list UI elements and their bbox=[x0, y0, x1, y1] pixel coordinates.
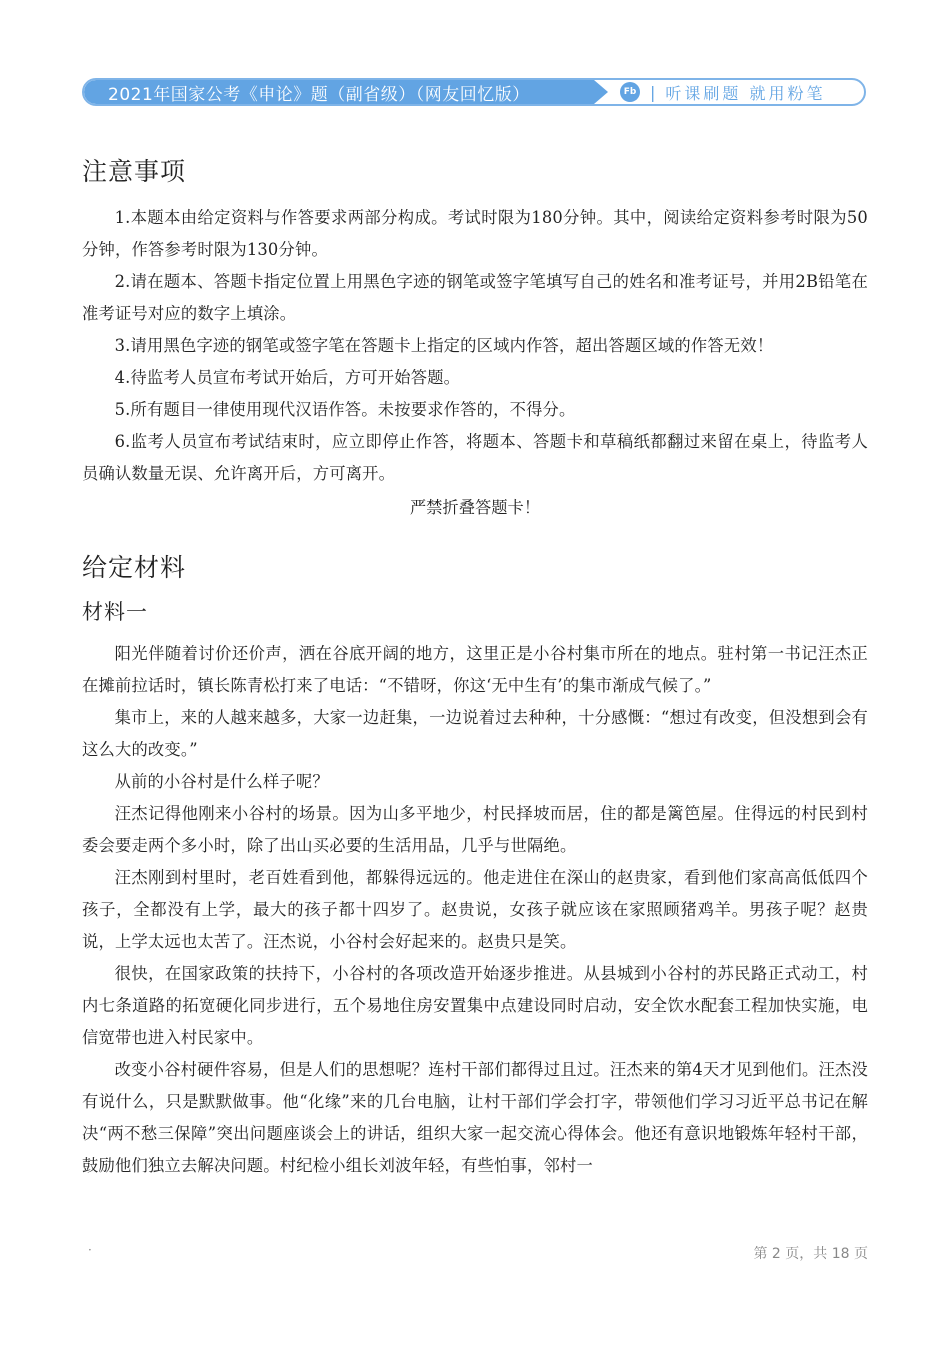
material-paragraph-4: 汪杰记得他刚来小谷村的场景。因为山多平地少，村民择坡而居，住的都是篱笆屋。住得远的村民到村委会要走两个多小时，除了出山买必要的生活用品，几乎与世隔绝。 bbox=[82, 804, 868, 855]
notice-item-5: 5.所有题目一律使用现代汉语作答。未按要求作答的，不得分。 bbox=[114, 400, 576, 419]
page-number: 第 2 页，共 18 页 bbox=[753, 1246, 868, 1262]
footer-dot: · bbox=[88, 1243, 92, 1257]
material-paragraph-5: 汪杰刚到村里时，老百姓看到他，都躲得远远的。他走进住在深山的赵贵家，看到他们家高高低低四个孩子，全都没有上学，最大的孩子都十四岁了。赵贵说，女孩子就应该在家照顾猪鸡羊。男孩子呢？赵贵说，上学太远也太苦了。汪杰说，小谷村会好起来的。赵贵只是笑。 bbox=[82, 868, 868, 951]
material-heading: 给定材料 bbox=[82, 553, 187, 582]
fold-warning: 严禁折叠答题卡！ bbox=[409, 498, 541, 517]
brand-slogan: 听课刷题 就用粉笔 bbox=[665, 83, 826, 103]
header-bar bbox=[82, 78, 866, 106]
notice-item-2: 2.请在题本、答题卡指定位置上用黑色字迹的钢笔或签字笔填写自己的姓名和准考证号，并用2B铅笔在准考证号对应的数字上填涂。 bbox=[82, 272, 868, 323]
notice-item-6: 6.监考人员宣布考试结束时，应立即停止作答，将题本、答题卡和草稿纸都翻过来留在桌上，待监考人员确认数量无误、允许离开后，方可离开。 bbox=[82, 432, 868, 483]
notice-heading: 注意事项 bbox=[82, 157, 187, 186]
material-paragraph-6: 很快，在国家政策的扶持下，小谷村的各项改造开始逐步推进。从县城到小谷村的苏民路正式动工，村内七条道路的拓宽硬化同步进行，五个易地住房安置集中点建设同时启动，安全饮水配套工程加快实施，电信宽带也进入村民家中。 bbox=[82, 964, 868, 1047]
header-divider: | bbox=[650, 82, 656, 102]
brand-area bbox=[608, 81, 825, 104]
material-paragraph-3: 从前的小谷村是什么样子呢？ bbox=[114, 772, 329, 791]
fenbi-logo-icon: Fb bbox=[620, 82, 640, 102]
material-paragraph-7: 改变小谷村硬件容易，但是人们的思想呢？连村干部们都得过且过。汪杰来的第4天才见到他们。汪杰没有说什么，只是默默做事。他“化缘”来的几台电脑，让村干部们学会打字，带领他们学习习近平总书记在解决“两不愁三保障”突出问题座谈会上的讲话，组织大家一起交流心得体会。他还有意识地锻炼年轻村干部，鼓励他们独立去解决问题。村纪检小组长刘波年轻，有些怕事，邻村一 bbox=[82, 1060, 868, 1175]
material-paragraph-1: 阳光伴随着讨价还价声，洒在谷底开阔的地方，这里正是小谷村集市所在的地点。驻村第一书记汪杰正在摊前拉话时，镇长陈青松打来了电话：“不错呀，你这‘无中生有’的集市渐成气候了。” bbox=[82, 644, 868, 695]
material-paragraph-2: 集市上，来的人越来越多，大家一边赶集，一边说着过去种种，十分感慨：“想过有改变，但没想到会有这么大的改变。” bbox=[82, 708, 868, 759]
material-subheading: 材料一 bbox=[82, 600, 148, 624]
document-title: 2021年国家公考《申论》题（副省级）（网友回忆版） bbox=[84, 80, 594, 104]
notice-item-3: 3.请用黑色字迹的钢笔或签字笔在答题卡上指定的区域内作答，超出答题区域的作答无效！ bbox=[114, 336, 774, 355]
notice-item-1: 1.本题本由给定资料与作答要求两部分构成。考试时限为180分钟。其中，阅读给定资料参考时限为50分钟，作答参考时限为130分钟。 bbox=[82, 208, 868, 259]
header-title-cap bbox=[594, 80, 608, 104]
notice-item-4: 4.待监考人员宣布考试开始后，方可开始答题。 bbox=[114, 368, 461, 387]
